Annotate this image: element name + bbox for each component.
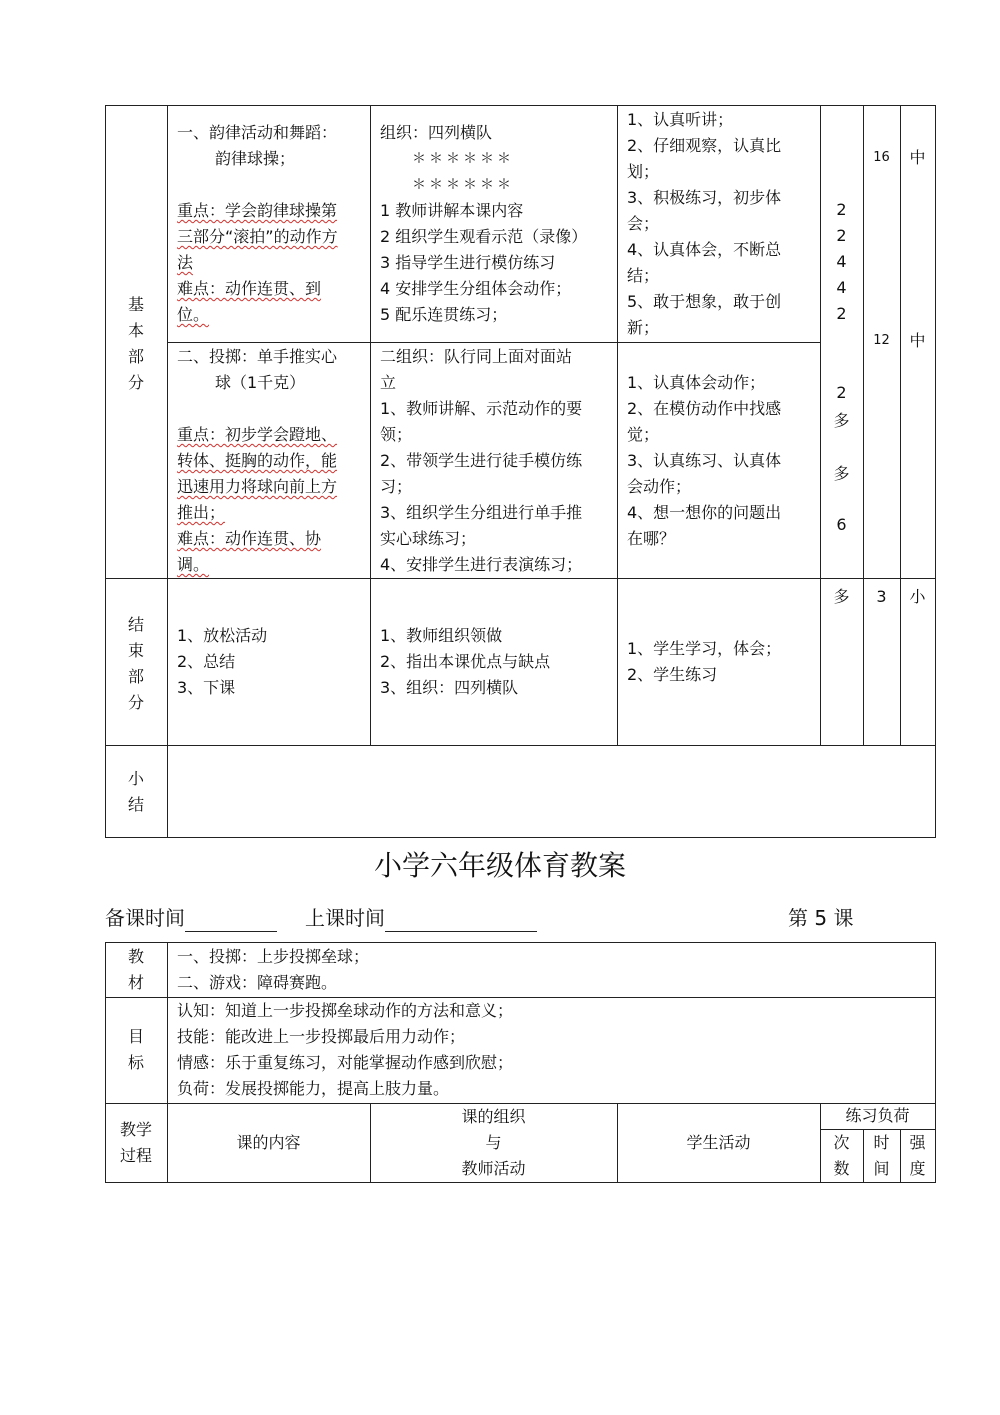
student-line: 2、学生练习: [627, 665, 718, 684]
header-process: 过程: [119, 1146, 152, 1165]
difficult-point: 调。: [177, 555, 210, 574]
difficult-point: 难点：动作连贯、协: [177, 529, 322, 548]
org-line: 3、组织：四列横队: [380, 678, 519, 697]
org-line: 3、组织学生分组进行单手推: [380, 503, 583, 522]
formation-stars: ＊＊＊＊＊＊: [412, 177, 514, 193]
org-line: 领；: [380, 425, 413, 444]
student-line: 在哪？: [627, 529, 676, 548]
org-step: 1 教师讲解本课内容: [380, 201, 524, 220]
student-line: 1、学生学习，体会；: [627, 639, 782, 658]
org-step: 2 组织学生观看示范（录像）: [380, 227, 588, 246]
header-content: 课的内容: [236, 1133, 301, 1152]
lesson-number: 第 5 课: [788, 906, 854, 930]
summary-char: 结: [127, 795, 144, 814]
student-line: 结；: [627, 266, 660, 285]
goal-line: 情感：乐于重复练习，对能掌握动作感到欣慰；: [177, 1053, 514, 1072]
part-label-char: 结: [127, 615, 144, 634]
material-char: 材: [127, 973, 144, 992]
student-line: 3、认真练习、认真体: [627, 451, 782, 470]
count-value: 6: [836, 515, 847, 534]
intensity-value: 中: [909, 148, 926, 167]
class-time-label: 上课时间: [305, 906, 385, 930]
count-value: 2: [836, 383, 847, 402]
org-line: 实心球练习；: [380, 529, 477, 548]
header-process: 教学: [119, 1120, 152, 1139]
key-point: 转体、挺胸的动作，能: [177, 451, 338, 470]
goal-line: 技能：能改进上一步投掷最后用力动作；: [177, 1027, 466, 1046]
goal-char: 目: [127, 1027, 144, 1046]
key-point: 法: [177, 253, 194, 272]
header-time: 间: [873, 1159, 890, 1178]
material-char: 教: [127, 947, 144, 966]
part-label-char: 部: [127, 667, 144, 686]
student-line: 3、积极练习，初步体: [627, 188, 782, 207]
student-line: 4、认真体会，不断总: [627, 240, 782, 259]
org-line: 习；: [380, 477, 413, 496]
student-line: 2、仔细观察，认真比: [627, 136, 782, 155]
org-step: 5 配乐连贯练习；: [380, 305, 508, 324]
student-line: 2、在模仿动作中找感: [627, 399, 782, 418]
header-count: 次: [833, 1133, 850, 1152]
student-line: 1、认真听讲；: [627, 110, 734, 129]
time-value: 16: [873, 150, 890, 165]
key-point: 三部分“滚拍”的动作方: [177, 227, 338, 246]
org-step: 3 指导学生进行模仿练习: [380, 253, 556, 272]
count-value: 2: [836, 226, 847, 245]
org-line: 1、教师讲解、示范动作的要: [380, 399, 583, 418]
org-line: 1、教师组织领做: [380, 626, 503, 645]
org-line: 组织：四列横队: [380, 123, 493, 142]
key-point: 重点：学会韵律球操第: [177, 201, 338, 220]
content-line: 2、总结: [177, 652, 236, 671]
student-line: 新；: [627, 318, 660, 337]
key-point: 重点：初步学会蹬地、: [177, 425, 338, 444]
page-title: 小学六年级体育教案: [373, 849, 626, 882]
count-value: 多: [833, 464, 850, 483]
org-line: 2、指出本课优点与缺点: [380, 652, 551, 671]
count-value: 多: [833, 411, 850, 430]
key-point: 推出；: [177, 503, 226, 522]
difficult-point: 位。: [177, 305, 210, 324]
part-label-char: 分: [127, 693, 144, 712]
header-student: 学生活动: [686, 1133, 751, 1152]
difficult-point: 难点：动作连贯、到: [177, 279, 322, 298]
student-line: 5、敢于想象，敢于创: [627, 292, 782, 311]
count-value: 多: [833, 587, 850, 606]
material-line: 一、投掷：上步投掷垒球；: [177, 947, 370, 966]
content-line: 3、下课: [177, 678, 236, 697]
class-time-blank: [385, 911, 537, 932]
org-step: 4 安排学生分组体会动作；: [380, 279, 572, 298]
org-line: 4、安排学生进行表演练习；: [380, 555, 583, 574]
formation-stars: ＊＊＊＊＊＊: [412, 151, 514, 167]
org-line: 二组织：队行同上面对面站: [380, 347, 573, 366]
material-line: 二、游戏：障碍赛跑。: [177, 973, 338, 992]
time-value: 3: [876, 587, 887, 606]
student-line: 会动作；: [627, 477, 692, 496]
intensity-value: 中: [909, 331, 926, 350]
content-line: 二、投掷：单手推实心: [177, 347, 338, 366]
header-org: 教师活动: [461, 1159, 526, 1178]
goal-line: 负荷：发展投掷能力，提高上肢力量。: [177, 1079, 450, 1098]
intensity-value: 小: [909, 587, 926, 606]
count-value: 2: [836, 304, 847, 323]
prep-time-blank: [185, 911, 277, 932]
count-value: 4: [836, 252, 847, 271]
part-label-char: 分: [127, 373, 144, 392]
header-intensity: 度: [909, 1159, 926, 1178]
header-intensity: 强: [909, 1133, 926, 1152]
content-line: 一、韵律活动和舞蹈：: [177, 123, 338, 142]
content-line: 韵律球操；: [215, 149, 296, 168]
content-line: 球（1千克）: [215, 373, 306, 392]
prep-time-field: [105, 904, 277, 932]
header-time: 时: [873, 1133, 890, 1152]
student-line: 4、想一想你的问题出: [627, 503, 782, 522]
header-org: 课的组织: [461, 1107, 526, 1126]
part-label-char: 本: [127, 321, 144, 340]
student-line: 1、认真体会动作；: [627, 373, 766, 392]
student-line: 会；: [627, 214, 660, 233]
prep-time-label: 备课时间: [105, 906, 185, 930]
student-line: 觉；: [627, 425, 660, 444]
part-label-char: 束: [127, 641, 144, 660]
class-time-field: [305, 904, 537, 932]
header-org: 与: [485, 1133, 502, 1152]
content-line: 1、放松活动: [177, 626, 268, 645]
part-label-char: 部: [127, 347, 144, 366]
part-label-char: 基: [127, 295, 144, 314]
count-value: 2: [836, 200, 847, 219]
org-line: 立: [380, 373, 397, 392]
summary-char: 小: [127, 769, 144, 788]
key-point: 迅速用力将球向前上方: [177, 477, 338, 496]
header-load: 练习负荷: [845, 1106, 910, 1125]
goal-line: 认知：知道上一步投掷垒球动作的方法和意义；: [177, 1001, 514, 1020]
org-line: 2、带领学生进行徒手模仿练: [380, 451, 583, 470]
goal-char: 标: [127, 1053, 144, 1072]
student-line: 划；: [627, 162, 660, 181]
header-count: 数: [833, 1159, 850, 1178]
count-value: 4: [836, 278, 847, 297]
time-value: 12: [873, 333, 890, 348]
